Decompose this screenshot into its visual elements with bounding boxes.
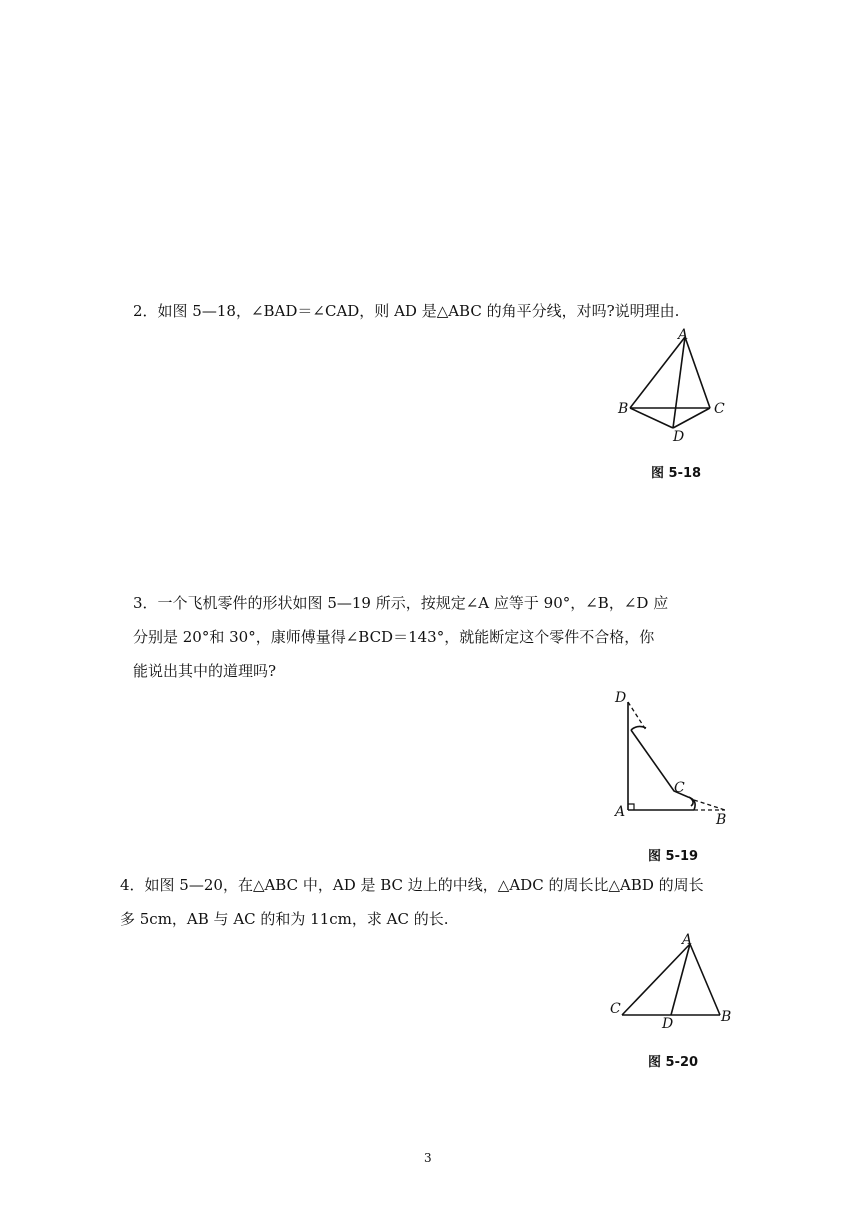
question-3-line-2: 分别是 20°和 30°，康师傅量得∠BCD＝143°，就能断定这个零件不合格，你 [133,628,655,646]
point-label-c: C [714,401,725,417]
point-label-a: A [678,327,689,343]
point-label-d: D [615,690,627,706]
figure-5-18 [615,325,735,450]
point-label-d: D [662,1016,674,1032]
question-3-line-1: 3．一个飞机零件的形状如图 5—19 所示，按规定∠A 应等于 90°，∠B，∠D 应 [133,594,669,612]
point-label-b: B [716,812,727,828]
point-label-c: C [674,780,685,796]
figure-5-18-caption: 图 5-18 [651,466,702,481]
question-3 [133,586,733,688]
question-2-line-1: 2．如图 5—18，∠BAD＝∠CAD，则 AD 是△ABC 的角平分线，对吗?说明理由. [133,302,680,320]
question-2 [133,294,733,328]
page-number: 3 [424,1151,432,1165]
figure-5-19 [610,688,735,833]
point-label-d: D [673,429,685,445]
question-3-line-3: 能说出其中的道理吗? [133,662,277,680]
right-angle-mark-a [628,804,634,810]
segment-cd [673,408,710,428]
point-label-a: A [615,804,626,820]
question-4-line-2: 多 5cm，AB 与 AC 的和为 11cm，求 AC 的长. [120,910,449,928]
segment-d-to-c-outline [631,730,695,810]
segment-bd [630,408,673,428]
figure-5-19-caption: 图 5-19 [648,849,699,864]
figure-5-20-diagram [605,930,740,1035]
point-label-b: B [721,1009,732,1025]
dashed-extension-b [694,800,725,810]
figure-5-19-diagram [610,688,735,833]
figure-5-18-diagram [615,325,735,450]
segment-ac [685,337,710,408]
figure-5-20-caption: 图 5-20 [648,1055,699,1070]
segment-ab [690,944,720,1015]
point-label-b: B [618,401,629,417]
point-label-a: A [682,932,693,948]
dashed-extension-d [628,702,646,730]
question-4 [120,868,735,936]
point-label-c: C [610,1001,621,1017]
question-4-line-1: 4．如图 5—20，在△ABC 中，AD 是 BC 边上的中线，△ADC 的周长比△ABD 的周长 [120,876,704,894]
figure-5-20 [605,930,740,1035]
